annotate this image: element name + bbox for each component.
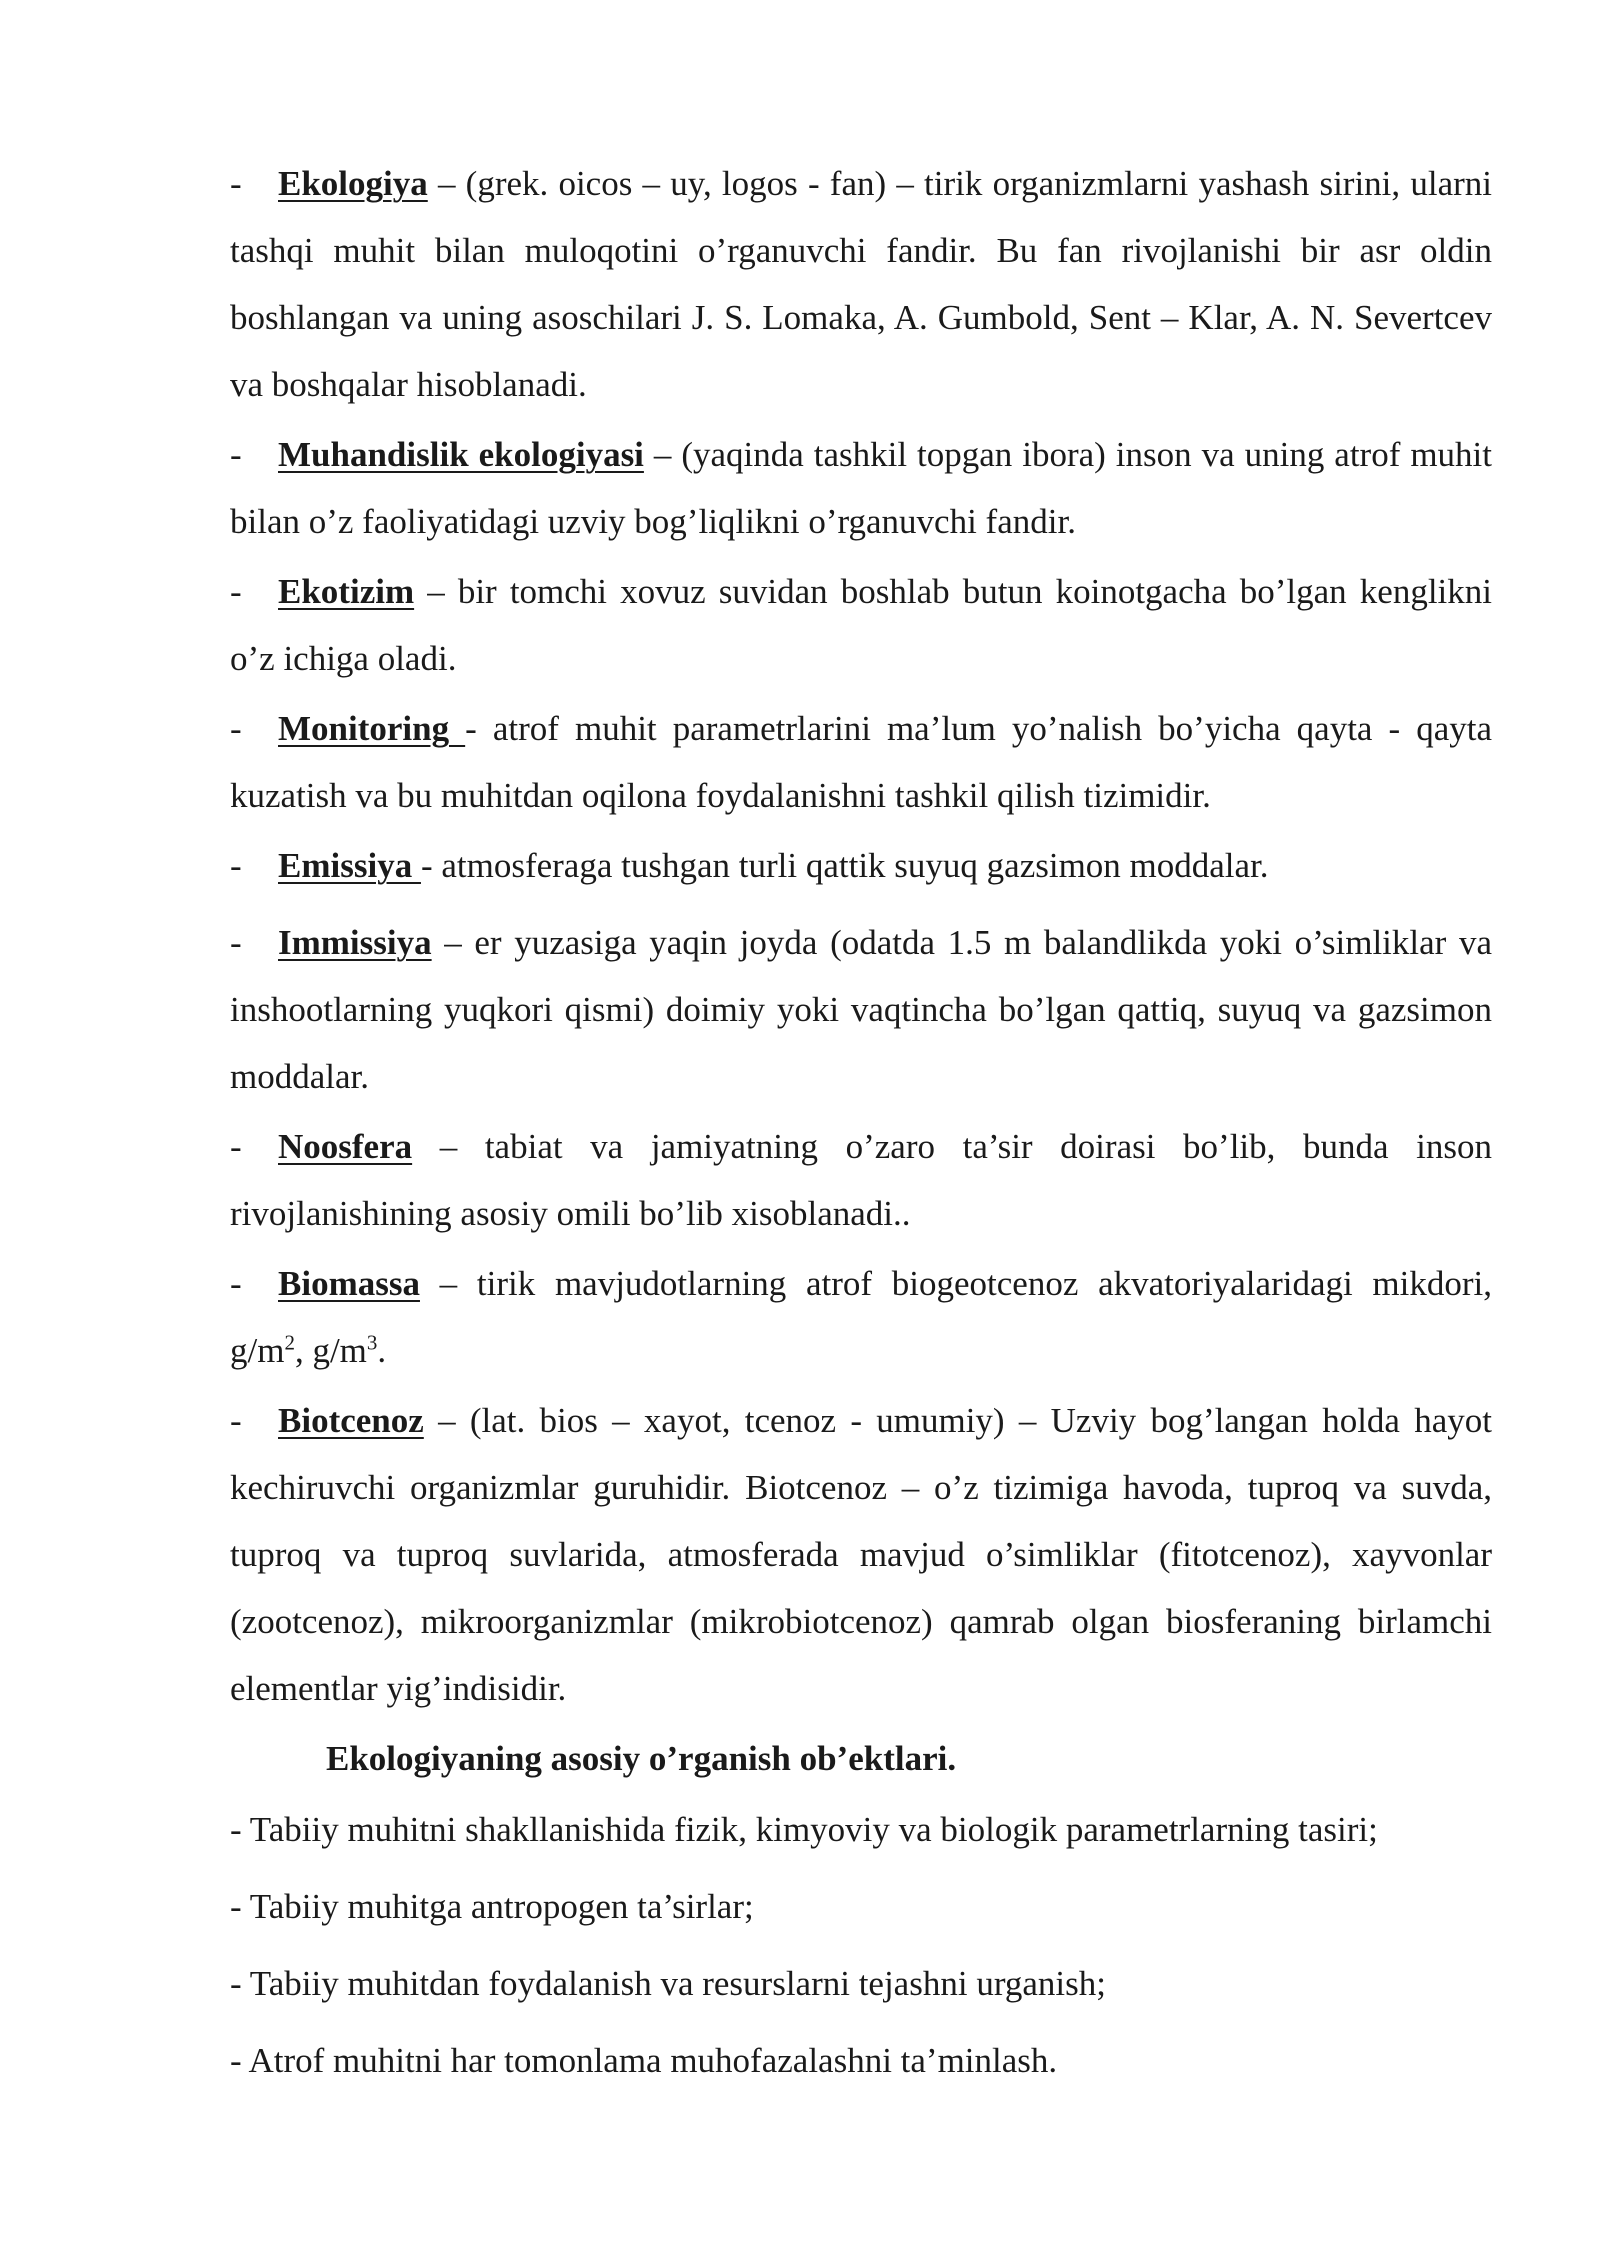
term-muhandislik-ekologiyasi: Muhandislik ekologiyasi [278, 435, 644, 474]
definition-ekotizim [230, 558, 1492, 692]
list-dash: - [230, 164, 242, 203]
section-title: Ekologiyaning asosiy o’rganish ob’ektlari. [326, 1739, 957, 1778]
definition-ekologiya [230, 150, 1492, 418]
term-monitoring: Monitoring [278, 709, 466, 748]
definition-text: . [377, 1331, 387, 1370]
term-immissiya: Immissiya [278, 923, 432, 962]
definition-biotcenoz [230, 1387, 1492, 1722]
superscript: 3 [366, 1330, 378, 1355]
definition-noosfera [230, 1113, 1492, 1247]
term-noosfera: Noosfera [278, 1127, 413, 1166]
definition-immissiya [230, 909, 1492, 1110]
definition-text: , g/m [294, 1331, 367, 1370]
term-ekologiya: Ekologiya [278, 164, 428, 203]
list-item: - Atrof muhitni har tomonlama muhofazalashni ta’minlash. [230, 2041, 1058, 2080]
list-dash: - [230, 846, 242, 885]
list-dash: - [230, 1264, 242, 1303]
definition-emissiya [230, 832, 1492, 899]
definition-text: - atmosferaga tushgan turli qattik suyuq gazsimon moddalar. [420, 846, 1269, 885]
list-dash: - [230, 435, 242, 474]
list-item: - Tabiiy muhitga antropogen ta’sirlar; [230, 1887, 754, 1926]
definition-text: – tirik mavjudotlarning atrof biogeotcenoz akvatoriyalaridagi mikdori, g/m [230, 1264, 1492, 1370]
list-item: - Tabiiy muhitdan foydalanish va resurslarni tejashni urganish; [230, 1964, 1106, 2003]
definition-monitoring [230, 695, 1492, 829]
definition-biomassa [230, 1250, 1492, 1384]
definition-text: - atrof muhit parametrlarini ma’lum yo’nalish bo’yicha qayta - qayta kuzatish va bu muhitdan oqilona foydalanishni tashkil qilish tizimidir. [230, 709, 1492, 815]
definition-text: – tabiat va jamiyatning o’zaro ta’sir doirasi bo’lib, bunda inson rivojlanishining asosiy omili bo’lib xisoblanadi.. [230, 1127, 1492, 1233]
term-biotcenoz: Biotcenoz [278, 1401, 424, 1440]
document-page [230, 150, 1492, 2104]
list-dash: - [230, 709, 242, 748]
list-dash: - [230, 1401, 242, 1440]
definition-text: – (yaqinda tashkil topgan ibora) inson va uning atrof muhit bilan o’z faoliyatidagi uzviy bog’liqlikni o’rganuvchi fandir. [230, 435, 1493, 541]
definition-text: – (lat. bios – xayot, tcenoz - umumiy) – Uzviy bog’langan holda hayot kechiruvchi organizmlar guruhidir. Biotcenoz – o’z tizimiga havoda, tuproq va suvda, tuproq va tuproq suvlarida, atmosferada mavjud o’simliklar (fitotcenoz), xayvonlar (zootcenoz), mikroorganizmlar (mikrobiotcenoz) qamrab olgan biosferaning birlamchi elementlar yig’indisidir. [230, 1401, 1492, 1708]
list-dash: - [230, 1127, 242, 1166]
term-emissiya: Emissiya [278, 846, 421, 885]
list-dash: - [230, 923, 242, 962]
term-ekotizim: Ekotizim [278, 572, 415, 611]
list-dash: - [230, 572, 242, 611]
superscript: 2 [284, 1330, 295, 1355]
definition-text: – (grek. oicos – uy, logos - fan) – tirik organizmlarni yashash sirini, ularni tashqi muhit bilan muloqotini o’rganuvchi fandir. Bu fan rivojlanishi bir asr oldin boshlangan va uning asoschilari J. S. Lomaka, A. Gumbold, Sent – Klar, A. N. Severtcev va boshqalar hisoblanadi. [230, 164, 1492, 404]
definition-muhandislik-ekologiyasi [230, 421, 1492, 555]
definition-text: – bir tomchi xovuz suvidan boshlab butun koinotgacha bo’lgan kenglikni o’z ichiga oladi. [230, 572, 1492, 678]
definition-text: – er yuzasiga yaqin joyda (odatda 1.5 m balandlikda yoki o’simliklar va inshootlarning yuqkori qismi) doimiy yoki vaqtincha bo’lgan qattiq, suyuq va gazsimon moddalar. [230, 923, 1492, 1096]
term-biomassa: Biomassa [278, 1264, 420, 1303]
list-item: - Tabiiy muhitni shakllanishida fizik, kimyoviy va biologik parametrlarning tasiri; [230, 1810, 1378, 1849]
